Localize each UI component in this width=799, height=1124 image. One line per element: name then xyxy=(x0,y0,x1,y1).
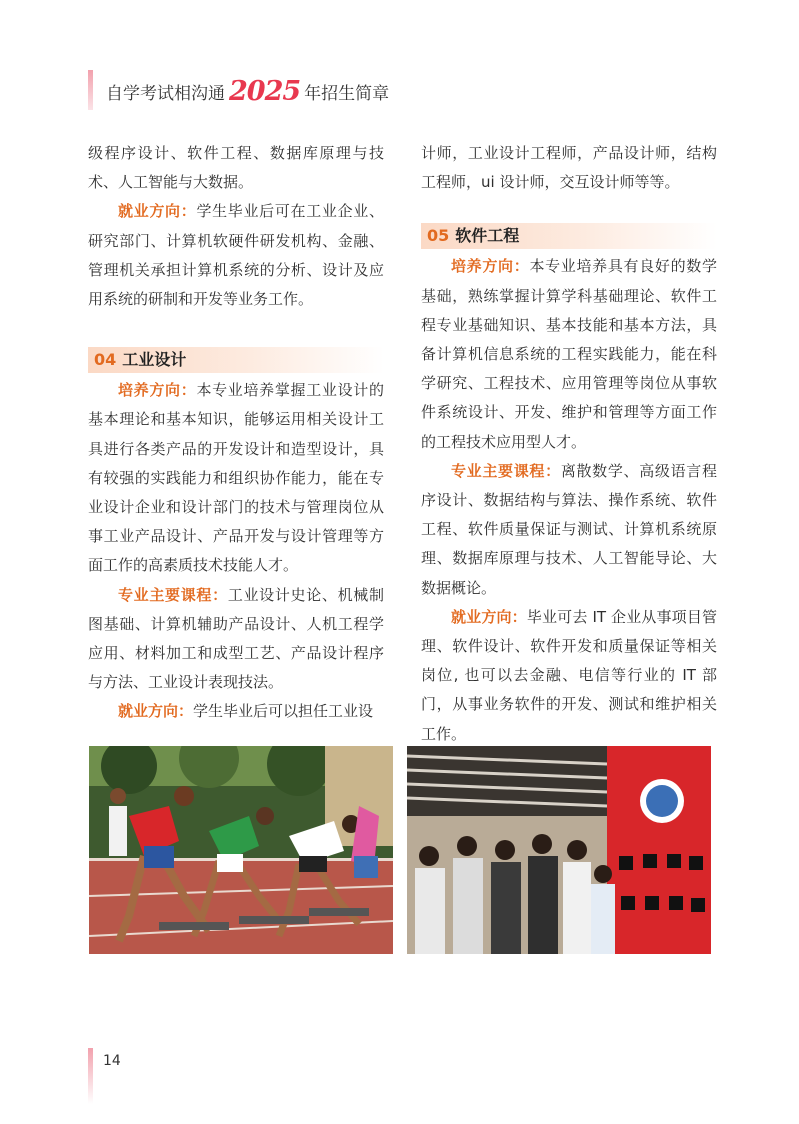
paragraph xyxy=(421,252,717,456)
header-year: 2025 xyxy=(229,76,301,107)
paragraph-text: 工业设计史论、机械制图基础、计算机辅助产品设计、人机工程学应用、材料加工和成型工艺、产品设计程序与方法、工业设计表现技法。 xyxy=(88,585,384,692)
footer-accent-bar xyxy=(88,1048,93,1104)
right-column xyxy=(421,139,717,749)
paragraph-label: 就业方向： xyxy=(451,607,527,626)
paragraph-label: 培养方向： xyxy=(451,257,530,276)
section-heading xyxy=(421,223,717,249)
paragraph-label: 培养方向： xyxy=(118,381,197,400)
paragraph-label: 专业主要课程： xyxy=(118,585,228,604)
section-title: 工业设计 xyxy=(122,350,187,370)
section-title: 软件工程 xyxy=(455,226,520,246)
paragraph: 级程序设计、软件工程、数据库原理与技术、人工智能与大数据。 xyxy=(88,144,384,192)
photo-campus-visit xyxy=(407,746,711,954)
section-number: 05 xyxy=(427,226,450,246)
paragraph-label: 专业主要课程： xyxy=(451,461,561,480)
section-heading xyxy=(88,347,384,373)
header-accent-bar xyxy=(88,70,93,110)
header-title-pre: 自学考试相沟通 xyxy=(106,84,225,104)
paragraph xyxy=(421,603,717,749)
paragraph: 计师，工业设计工程师，产品设计师，结构工程师，ui 设计师，交互设计师等等。 xyxy=(421,144,717,192)
photo-sprint-race xyxy=(89,746,393,954)
paragraph-text: 学生毕业后可在工业企业、研究部门、计算机软硬件研发机构、金融、管理机关承担计算机系统的分析、设计及应用系统的研制和开发等业务工作。 xyxy=(88,202,384,309)
paragraph-text: 学生毕业后可以担任工业设 xyxy=(193,702,374,721)
header-title-post: 年招生简章 xyxy=(304,84,390,104)
section-number: 04 xyxy=(94,350,117,370)
page-number: 14 xyxy=(103,1053,121,1069)
paragraph xyxy=(88,376,384,580)
paragraph xyxy=(88,197,384,314)
paragraph-label: 就业方向： xyxy=(118,202,197,221)
paragraph-text: 本专业培养具有良好的数学基础，熟练掌握计算学科基础理论、软件工程专业基础知识、基本技能和基本方法，具备计算机信息系统的工程实践能力，能在科学研究、工程技术、应用管理等岗位从事软件系统设计、开发、维护和管理等方面工作的工程技术应用型人才。 xyxy=(421,257,717,451)
paragraph xyxy=(88,581,384,698)
left-column xyxy=(88,139,384,727)
paragraph-text: 离散数学、高级语言程序设计、数据结构与算法、操作系统、软件工程、软件质量保证与测试、计算机系统原理、数据库原理与技术、人工智能导论、大数据概论。 xyxy=(421,461,717,597)
paragraph-text: 本专业培养掌握工业设计的基本理论和基本知识，能够运用相关设计工具进行各类产品的开发设计和造型设计，具有较强的实践能力和组织协作能力，能在专业设计企业和设计部门的技术与管理岗位从事工业产品设计、产品开发与设计管理等方面工作的高素质技术技能人才。 xyxy=(88,381,384,575)
paragraph-label: 就业方向： xyxy=(118,702,194,721)
paragraph xyxy=(88,697,384,726)
paragraph xyxy=(421,457,717,603)
paragraph-text: 毕业可去 IT 企业从事项目管理、软件设计、软件开发和质量保证等相关岗位, 也可以去金融、电信等行业的 IT 部门，从事业务软件的开发、测试和维护相关工作。 xyxy=(421,607,717,743)
running-header xyxy=(106,76,389,107)
